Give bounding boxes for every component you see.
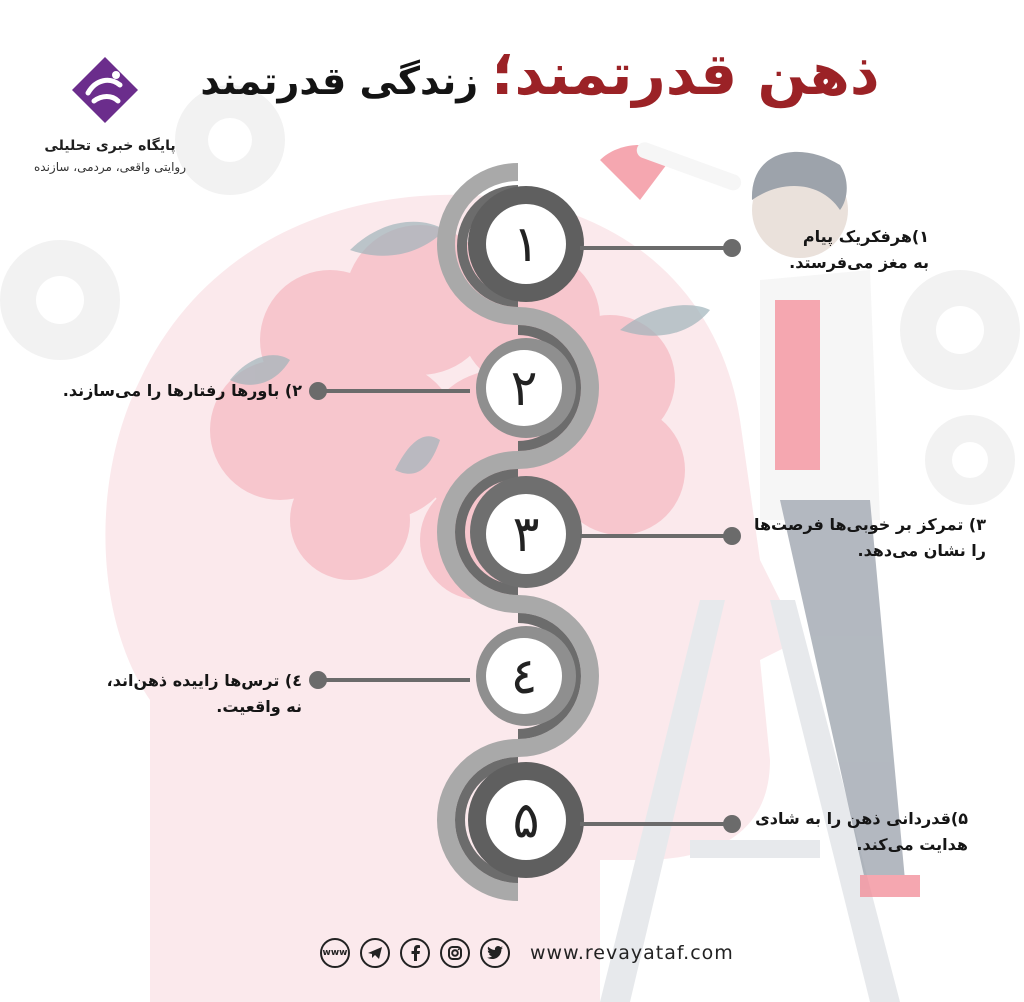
- step-text-2: [63, 378, 302, 404]
- twitter-icon[interactable]: [480, 938, 510, 968]
- brand-name: پایگاه خبری تحلیلی: [44, 138, 176, 154]
- website-url[interactable]: www.revayataf.com: [530, 942, 734, 964]
- step-number-1: ۱: [486, 204, 566, 284]
- step-text-1: [789, 224, 929, 276]
- step-1-line1: ۱)هرفکریک پیام: [802, 227, 929, 246]
- step-text-3: [754, 512, 986, 564]
- step-4-line1: ٤) ترس‌ها زاییده ذهن‌اند،: [106, 671, 302, 690]
- step-5-line1: ۵)قدردانی ذهن را به شادی: [755, 809, 968, 828]
- step-number-4: ٤: [486, 638, 562, 714]
- title-black: زندگی قدرتمند: [200, 59, 492, 103]
- step-2-line1: ۲) باورها رفتارها را می‌سازند.: [62, 381, 302, 400]
- social-icons: [320, 938, 510, 972]
- title-red: ذهن قدرتمند؛: [491, 40, 880, 108]
- step-3-line2: را نشان می‌دهد.: [857, 541, 986, 560]
- step-number-5: ۵: [486, 780, 566, 860]
- step-text-5: [755, 806, 968, 858]
- instagram-icon[interactable]: [440, 938, 470, 968]
- step-text-4: [107, 668, 302, 720]
- globe-icon[interactable]: www: [320, 938, 350, 968]
- step-1-line2: به مغز می‌فرستد.: [789, 253, 929, 272]
- step-5-line2: هدایت می‌کند.: [856, 835, 968, 854]
- step-4-line2: نه واقعیت.: [216, 697, 302, 716]
- step-number-2: ۲: [486, 350, 562, 426]
- facebook-icon[interactable]: [400, 938, 430, 968]
- brand-tagline: روایتی واقعی، مردمی، سازنده: [34, 160, 186, 174]
- step-3-line1: ۳) تمرکز بر خوبی‌ها فرصت‌ها: [753, 515, 986, 534]
- telegram-icon[interactable]: [360, 938, 390, 968]
- step-number-3: ۳: [486, 494, 566, 574]
